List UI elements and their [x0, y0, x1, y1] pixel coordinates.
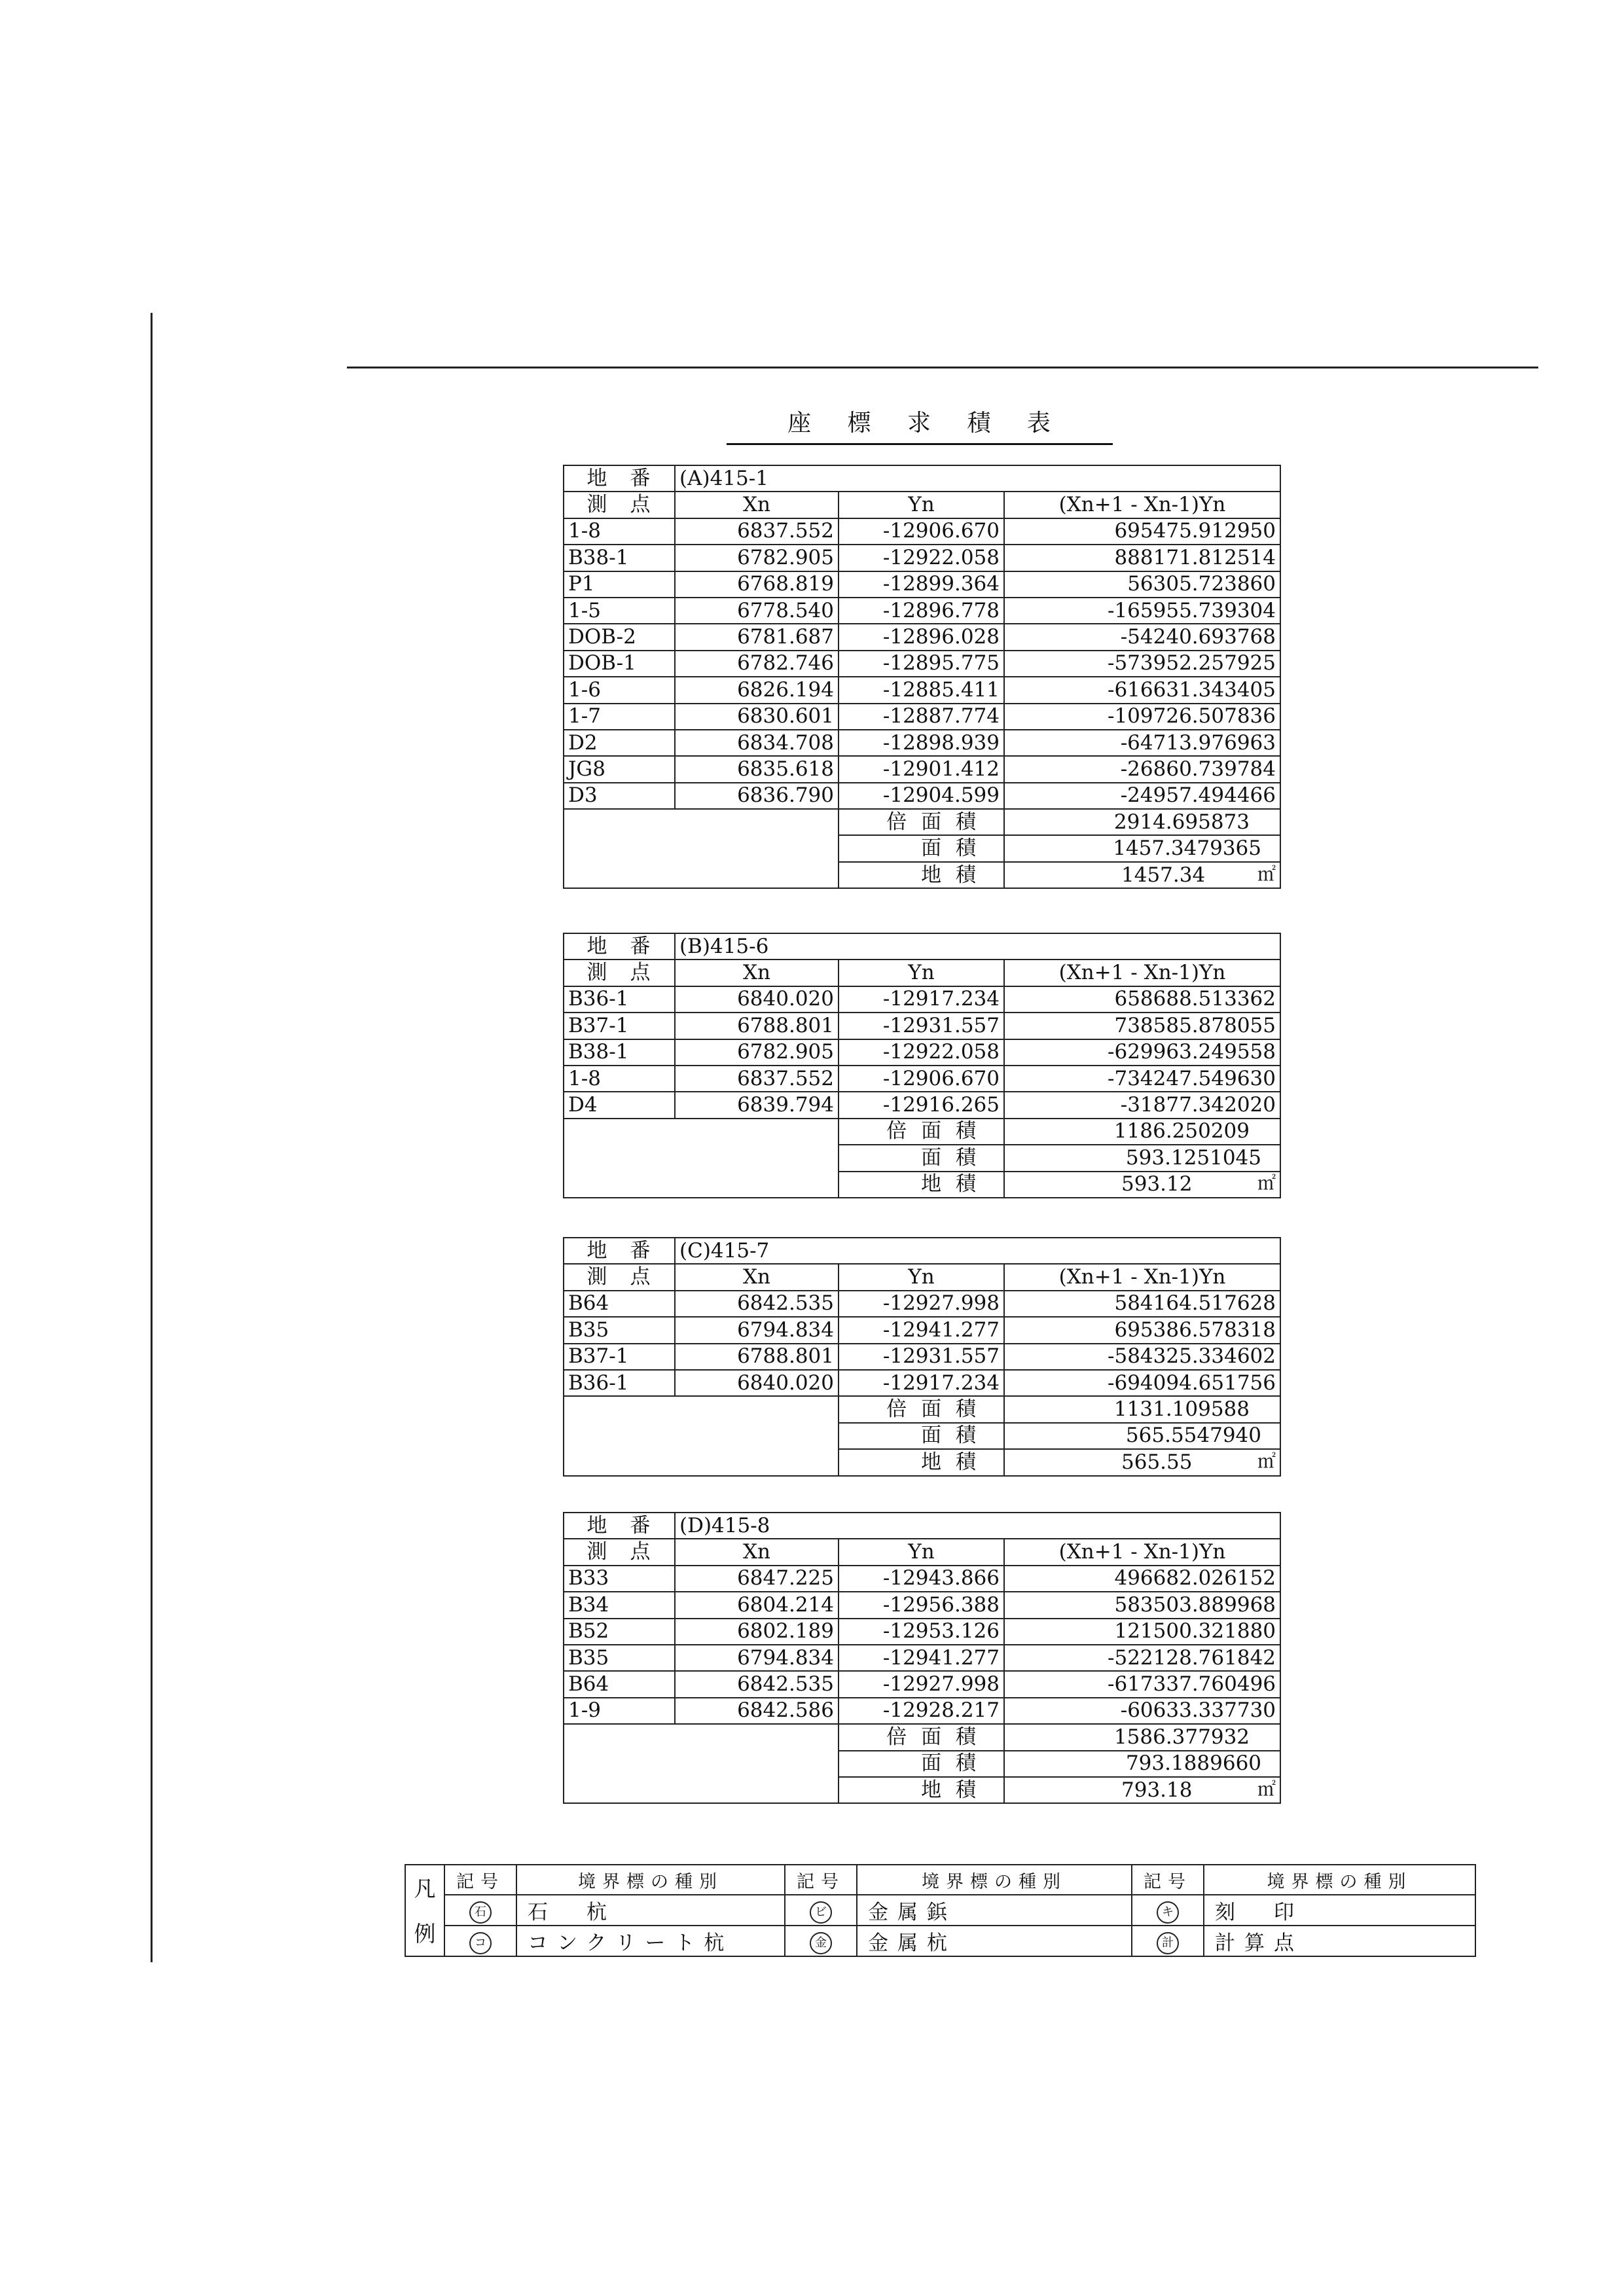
- product-value: -629963.249558: [1004, 1039, 1280, 1066]
- yn-value: -12928.217: [839, 1698, 1004, 1724]
- product-value: 658688.513362: [1004, 986, 1280, 1013]
- menseki-value: 593.1251045: [1004, 1145, 1280, 1171]
- table-row: [564, 1370, 1280, 1396]
- point-name: 1-8: [564, 1066, 675, 1092]
- chiseki-cell: [1004, 862, 1280, 888]
- point-name: 1-7: [564, 704, 675, 730]
- product-value: -584325.334602: [1004, 1344, 1280, 1370]
- xn-value: 6826.194: [675, 677, 839, 703]
- yn-value: -12927.998: [839, 1291, 1004, 1317]
- page-title: 座 標 求 積 表: [727, 404, 1113, 445]
- xn-value: 6837.552: [675, 1066, 839, 1092]
- sokuten-header: 測 点: [564, 1264, 675, 1290]
- chiban-label: 地 番: [564, 465, 675, 492]
- bai-menseki-row: [564, 1724, 1280, 1750]
- yn-value: -12922.058: [839, 545, 1004, 571]
- legend-symbol: [1132, 1895, 1204, 1926]
- chiban-label: 地 番: [564, 1238, 675, 1264]
- bai-menseki-value: 1131.109588: [1004, 1396, 1280, 1422]
- product-value: -60633.337730: [1004, 1698, 1280, 1724]
- xn-value: 6842.586: [675, 1698, 839, 1724]
- unit-label: ㎡: [1257, 1172, 1276, 1194]
- table-row: [564, 1317, 1280, 1343]
- point-name: DOB-1: [564, 651, 675, 677]
- product-value: -64713.976963: [1004, 730, 1280, 756]
- yn-value: -12953.126: [839, 1619, 1004, 1645]
- bai-menseki-row: [564, 809, 1280, 835]
- xn-value: 6768.819: [675, 571, 839, 598]
- yn-value: -12917.234: [839, 986, 1004, 1013]
- xn-value: 6782.746: [675, 651, 839, 677]
- page-cut-edge: [393, 1960, 1506, 1973]
- chiseki-cell: [1004, 1777, 1280, 1803]
- header-row: [564, 1539, 1280, 1565]
- bai-menseki-value: 1586.377932: [1004, 1724, 1280, 1750]
- legend-kind: 刻 印: [1204, 1895, 1475, 1926]
- summary-blank: [564, 1396, 839, 1475]
- yn-value: -12941.277: [839, 1645, 1004, 1671]
- point-name: B35: [564, 1645, 675, 1671]
- legend-symbol: [785, 1895, 857, 1926]
- xn-value: 6830.601: [675, 704, 839, 730]
- table-row: [564, 1344, 1280, 1370]
- chiseki-label: 地 積: [839, 1172, 1004, 1198]
- xn-value: 6794.834: [675, 1317, 839, 1343]
- boundary-mark-icon: キ: [1157, 1901, 1179, 1924]
- legend-symbol: [785, 1926, 857, 1956]
- legend-kind: 金属杭: [857, 1926, 1132, 1956]
- legend-symbol-header: 記号: [1132, 1865, 1204, 1895]
- point-name: 1-8: [564, 518, 675, 545]
- boundary-mark-icon: ビ: [810, 1901, 832, 1924]
- legend-kind: コンクリート杭: [516, 1926, 785, 1956]
- yn-value: -12898.939: [839, 730, 1004, 756]
- xn-value: 6834.708: [675, 730, 839, 756]
- yn-value: -12887.774: [839, 704, 1004, 730]
- formula-header: (Xn+1 - Xn-1)Yn: [1004, 960, 1280, 986]
- sokuten-header: 測 点: [564, 492, 675, 518]
- yn-value: -12906.670: [839, 1066, 1004, 1092]
- point-name: 1-9: [564, 1698, 675, 1724]
- product-value: 584164.517628: [1004, 1291, 1280, 1317]
- unit-label: ㎡: [1257, 1778, 1276, 1800]
- product-value: -573952.257925: [1004, 651, 1280, 677]
- table-row: [564, 1566, 1280, 1592]
- yn-value: -12885.411: [839, 677, 1004, 703]
- table-row: [564, 1592, 1280, 1618]
- boundary-mark-icon: コ: [469, 1932, 492, 1954]
- point-name: B37-1: [564, 1344, 675, 1370]
- table-row: [564, 1013, 1280, 1039]
- yn-value: -12896.778: [839, 598, 1004, 624]
- legend-symbol-header: 記号: [785, 1865, 857, 1895]
- legend-kind: 金属鋲: [857, 1895, 1132, 1926]
- yn-value: -12922.058: [839, 1039, 1004, 1066]
- yn-header: Yn: [839, 960, 1004, 986]
- point-name: B38-1: [564, 545, 675, 571]
- xn-header: Xn: [675, 1539, 839, 1565]
- product-value: -26860.739784: [1004, 756, 1280, 782]
- point-name: B64: [564, 1671, 675, 1697]
- boundary-mark-icon: 計: [1157, 1932, 1179, 1954]
- xn-value: 6782.905: [675, 545, 839, 571]
- area-table-1: [563, 465, 1281, 889]
- point-name: DOB-2: [564, 624, 675, 650]
- product-value: -109726.507836: [1004, 704, 1280, 730]
- product-value: 56305.723860: [1004, 571, 1280, 598]
- xn-header: Xn: [675, 960, 839, 986]
- legend-symbol: [444, 1926, 516, 1956]
- xn-value: 6839.794: [675, 1092, 839, 1118]
- legend-row: [405, 1895, 1475, 1926]
- legend-kind: 石 杭: [516, 1895, 785, 1926]
- point-name: D4: [564, 1092, 675, 1118]
- legend-side-char-1: 凡: [414, 1876, 436, 1901]
- chiseki-label: 地 積: [839, 862, 1004, 888]
- boundary-mark-icon: 石: [469, 1901, 492, 1924]
- summary-blank: [564, 809, 839, 888]
- product-value: 496682.026152: [1004, 1566, 1280, 1592]
- legend-kind-header: 境界標の種別: [857, 1865, 1132, 1895]
- product-value: -734247.549630: [1004, 1066, 1280, 1092]
- table-row: [564, 518, 1280, 545]
- point-name: JG8: [564, 756, 675, 782]
- table-row: [564, 571, 1280, 598]
- legend-symbol: [444, 1895, 516, 1926]
- xn-value: 6782.905: [675, 1039, 839, 1066]
- header-row: [564, 492, 1280, 518]
- bai-menseki-value: 2914.695873: [1004, 809, 1280, 835]
- menseki-value: 1457.3479365: [1004, 835, 1280, 861]
- point-name: P1: [564, 571, 675, 598]
- xn-header: Xn: [675, 492, 839, 518]
- menseki-label: 面 積: [839, 835, 1004, 861]
- xn-value: 6835.618: [675, 756, 839, 782]
- xn-value: 6836.790: [675, 783, 839, 809]
- yn-value: -12901.412: [839, 756, 1004, 782]
- menseki-label: 面 積: [839, 1145, 1004, 1171]
- table-row: [564, 545, 1280, 571]
- point-name: B38-1: [564, 1039, 675, 1066]
- parcel-id: (D)415-8: [675, 1513, 1280, 1539]
- bai-menseki-label: 倍 面 積: [839, 1396, 1004, 1422]
- bai-menseki-row: [564, 1396, 1280, 1422]
- table-row: [564, 783, 1280, 809]
- bai-menseki-label: 倍 面 積: [839, 1724, 1004, 1750]
- table-row: [564, 1291, 1280, 1317]
- point-name: B33: [564, 1566, 675, 1592]
- yn-value: -12931.557: [839, 1344, 1004, 1370]
- yn-header: Yn: [839, 492, 1004, 518]
- product-value: -617337.760496: [1004, 1671, 1280, 1697]
- frame-top-rule: [347, 367, 1538, 368]
- table-row: [564, 651, 1280, 677]
- point-name: B35: [564, 1317, 675, 1343]
- menseki-label: 面 積: [839, 1423, 1004, 1449]
- formula-header: (Xn+1 - Xn-1)Yn: [1004, 1264, 1280, 1290]
- yn-value: -12906.670: [839, 518, 1004, 545]
- yn-value: -12927.998: [839, 1671, 1004, 1697]
- xn-value: 6840.020: [675, 1370, 839, 1396]
- product-value: -54240.693768: [1004, 624, 1280, 650]
- legend-kind: 計算点: [1204, 1926, 1475, 1956]
- table-row: [564, 1619, 1280, 1645]
- table-row: [564, 1092, 1280, 1118]
- product-value: 121500.321880: [1004, 1619, 1280, 1645]
- yn-value: -12895.775: [839, 651, 1004, 677]
- bai-menseki-row: [564, 1119, 1280, 1145]
- table-row: [564, 1645, 1280, 1671]
- table-row: [564, 704, 1280, 730]
- yn-value: -12904.599: [839, 783, 1004, 809]
- table-row: [564, 1066, 1280, 1092]
- xn-value: 6840.020: [675, 986, 839, 1013]
- yn-value: -12896.028: [839, 624, 1004, 650]
- xn-value: 6788.801: [675, 1344, 839, 1370]
- yn-value: -12941.277: [839, 1317, 1004, 1343]
- legend-row: [405, 1926, 1475, 1956]
- area-table-2: [563, 933, 1281, 1198]
- table-row: [564, 986, 1280, 1013]
- xn-value: 6842.535: [675, 1291, 839, 1317]
- header-row: [564, 960, 1280, 986]
- product-value: -165955.739304: [1004, 598, 1280, 624]
- yn-header: Yn: [839, 1539, 1004, 1565]
- table-row: [564, 1671, 1280, 1697]
- chiban-label: 地 番: [564, 933, 675, 960]
- yn-value: -12956.388: [839, 1592, 1004, 1618]
- legend-kind-header: 境界標の種別: [1204, 1865, 1475, 1895]
- menseki-value: 565.5547940: [1004, 1423, 1280, 1449]
- boundary-mark-icon: 金: [810, 1932, 832, 1954]
- table-row: [564, 598, 1280, 624]
- menseki-value: 793.1889660: [1004, 1751, 1280, 1777]
- xn-value: 6781.687: [675, 624, 839, 650]
- table-row: [564, 1039, 1280, 1066]
- table-row: [564, 756, 1280, 782]
- area-table-3: [563, 1237, 1281, 1477]
- summary-blank: [564, 1119, 839, 1198]
- parcel-row: [564, 1238, 1280, 1264]
- yn-value: -12943.866: [839, 1566, 1004, 1592]
- product-value: 583503.889968: [1004, 1592, 1280, 1618]
- legend-symbol-header: 記号: [444, 1865, 516, 1895]
- point-name: D2: [564, 730, 675, 756]
- point-name: B34: [564, 1592, 675, 1618]
- chiseki-value: 593.12: [1121, 1172, 1193, 1196]
- table-row: [564, 730, 1280, 756]
- chiseki-cell: [1004, 1172, 1280, 1198]
- formula-header: (Xn+1 - Xn-1)Yn: [1004, 1539, 1280, 1565]
- xn-value: 6847.225: [675, 1566, 839, 1592]
- sokuten-header: 測 点: [564, 960, 675, 986]
- unit-label: ㎡: [1257, 1450, 1276, 1472]
- point-name: 1-5: [564, 598, 675, 624]
- xn-header: Xn: [675, 1264, 839, 1290]
- chiseki-value: 793.18: [1121, 1778, 1193, 1802]
- menseki-label: 面 積: [839, 1751, 1004, 1777]
- product-value: -24957.494466: [1004, 783, 1280, 809]
- area-table-4: [563, 1512, 1281, 1804]
- parcel-row: [564, 465, 1280, 492]
- product-value: 695386.578318: [1004, 1317, 1280, 1343]
- chiseki-value: 1457.34: [1121, 863, 1206, 887]
- yn-header: Yn: [839, 1264, 1004, 1290]
- formula-header: (Xn+1 - Xn-1)Yn: [1004, 492, 1280, 518]
- xn-value: 6794.834: [675, 1645, 839, 1671]
- point-name: B37-1: [564, 1013, 675, 1039]
- parcel-row: [564, 1513, 1280, 1539]
- legend-kind-header: 境界標の種別: [516, 1865, 785, 1895]
- xn-value: 6842.535: [675, 1671, 839, 1697]
- product-value: -522128.761842: [1004, 1645, 1280, 1671]
- sokuten-header: 測 点: [564, 1539, 675, 1565]
- parcel-id: (A)415-1: [675, 465, 1280, 492]
- bai-menseki-value: 1186.250209: [1004, 1119, 1280, 1145]
- parcel-row: [564, 933, 1280, 960]
- xn-value: 6788.801: [675, 1013, 839, 1039]
- xn-value: 6837.552: [675, 518, 839, 545]
- table-row: [564, 1698, 1280, 1724]
- yn-value: -12931.557: [839, 1013, 1004, 1039]
- xn-value: 6778.540: [675, 598, 839, 624]
- yn-value: -12899.364: [839, 571, 1004, 598]
- summary-blank: [564, 1724, 839, 1803]
- chiseki-cell: [1004, 1449, 1280, 1475]
- product-value: 888171.812514: [1004, 545, 1280, 571]
- parcel-id: (B)415-6: [675, 933, 1280, 960]
- xn-value: 6804.214: [675, 1592, 839, 1618]
- chiseki-value: 565.55: [1121, 1450, 1193, 1474]
- product-value: -616631.343405: [1004, 677, 1280, 703]
- point-name: B36-1: [564, 986, 675, 1013]
- bai-menseki-label: 倍 面 積: [839, 809, 1004, 835]
- legend-symbol: [1132, 1926, 1204, 1956]
- chiban-label: 地 番: [564, 1513, 675, 1539]
- chiseki-label: 地 積: [839, 1449, 1004, 1475]
- table-row: [564, 624, 1280, 650]
- table-row: [564, 677, 1280, 703]
- parcel-id: (C)415-7: [675, 1238, 1280, 1264]
- xn-value: 6802.189: [675, 1619, 839, 1645]
- unit-label: ㎡: [1257, 863, 1276, 885]
- point-name: B36-1: [564, 1370, 675, 1396]
- legend-side-label: [405, 1865, 444, 1956]
- chiseki-label: 地 積: [839, 1777, 1004, 1803]
- product-value: -31877.342020: [1004, 1092, 1280, 1118]
- point-name: 1-6: [564, 677, 675, 703]
- product-value: 738585.878055: [1004, 1013, 1280, 1039]
- legend-header-row: [405, 1865, 1475, 1895]
- point-name: B52: [564, 1619, 675, 1645]
- legend-side-char-2: 例: [414, 1921, 436, 1946]
- legend-table: [405, 1864, 1476, 1957]
- yn-value: -12917.234: [839, 1370, 1004, 1396]
- yn-value: -12916.265: [839, 1092, 1004, 1118]
- bai-menseki-label: 倍 面 積: [839, 1119, 1004, 1145]
- header-row: [564, 1264, 1280, 1290]
- point-name: B64: [564, 1291, 675, 1317]
- point-name: D3: [564, 783, 675, 809]
- left-margin-rule: [151, 313, 153, 1962]
- product-value: -694094.651756: [1004, 1370, 1280, 1396]
- product-value: 695475.912950: [1004, 518, 1280, 545]
